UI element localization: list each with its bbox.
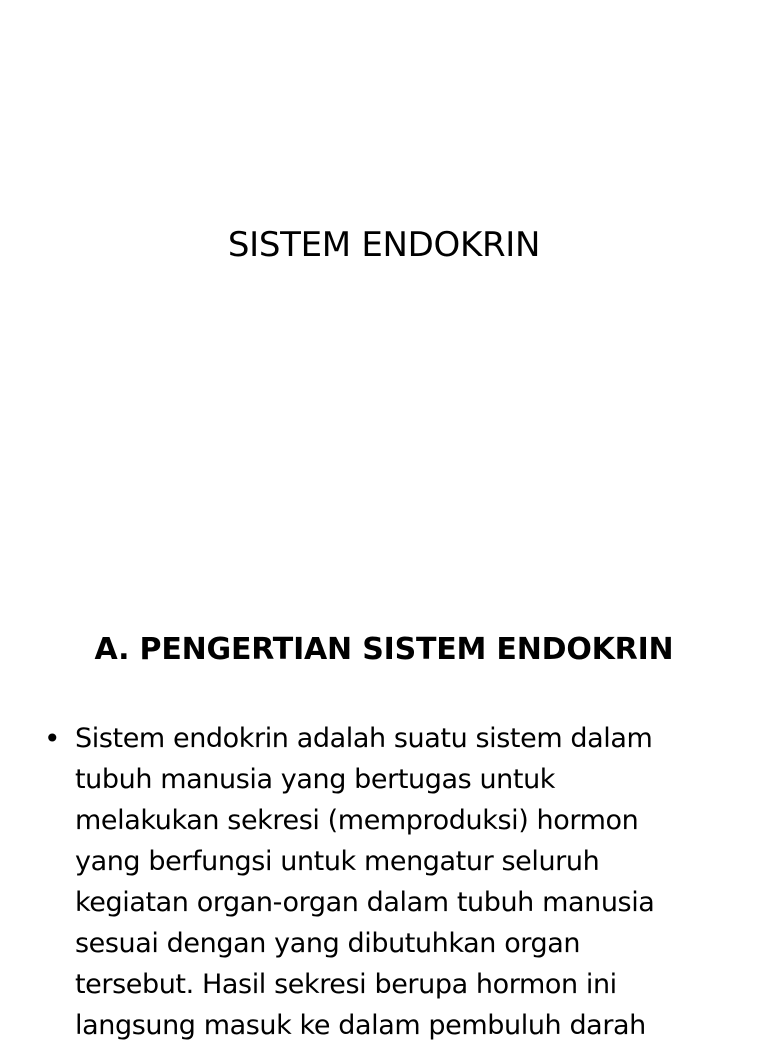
bullet-text-line: yang berfungsi untuk mengatur seluruh [75, 846, 600, 877]
bullet-text-line: Sistem endokrin adalah suatu sistem dalam [75, 723, 653, 754]
slide-title: SISTEM ENDOKRIN [227, 225, 541, 265]
bullet-text-line: tersebut. Hasil sekresi berupa hormon ini [75, 969, 617, 1000]
bullet-text-line: kegiatan organ-organ dalam tubuh manusia [75, 887, 655, 918]
bullet-list [44, 718, 694, 1046]
bullet-dot-icon: • [44, 722, 61, 755]
bullet-text-line: melakukan sekresi (memproduksi) hormon [75, 805, 639, 836]
bullet-text-line: sesuai dengan yang dibutuhkan organ [75, 928, 581, 959]
bullet-text [75, 718, 654, 1046]
bullet-item [44, 718, 694, 1046]
section-heading: A. PENGERTIAN SISTEM ENDOKRIN [94, 632, 674, 667]
content-slide [0, 576, 768, 1041]
bullet-text-line: tubuh manusia yang bertugas untuk [75, 764, 556, 795]
bullet-text-line: langsung masuk ke dalam pembuluh darah [75, 1010, 646, 1041]
